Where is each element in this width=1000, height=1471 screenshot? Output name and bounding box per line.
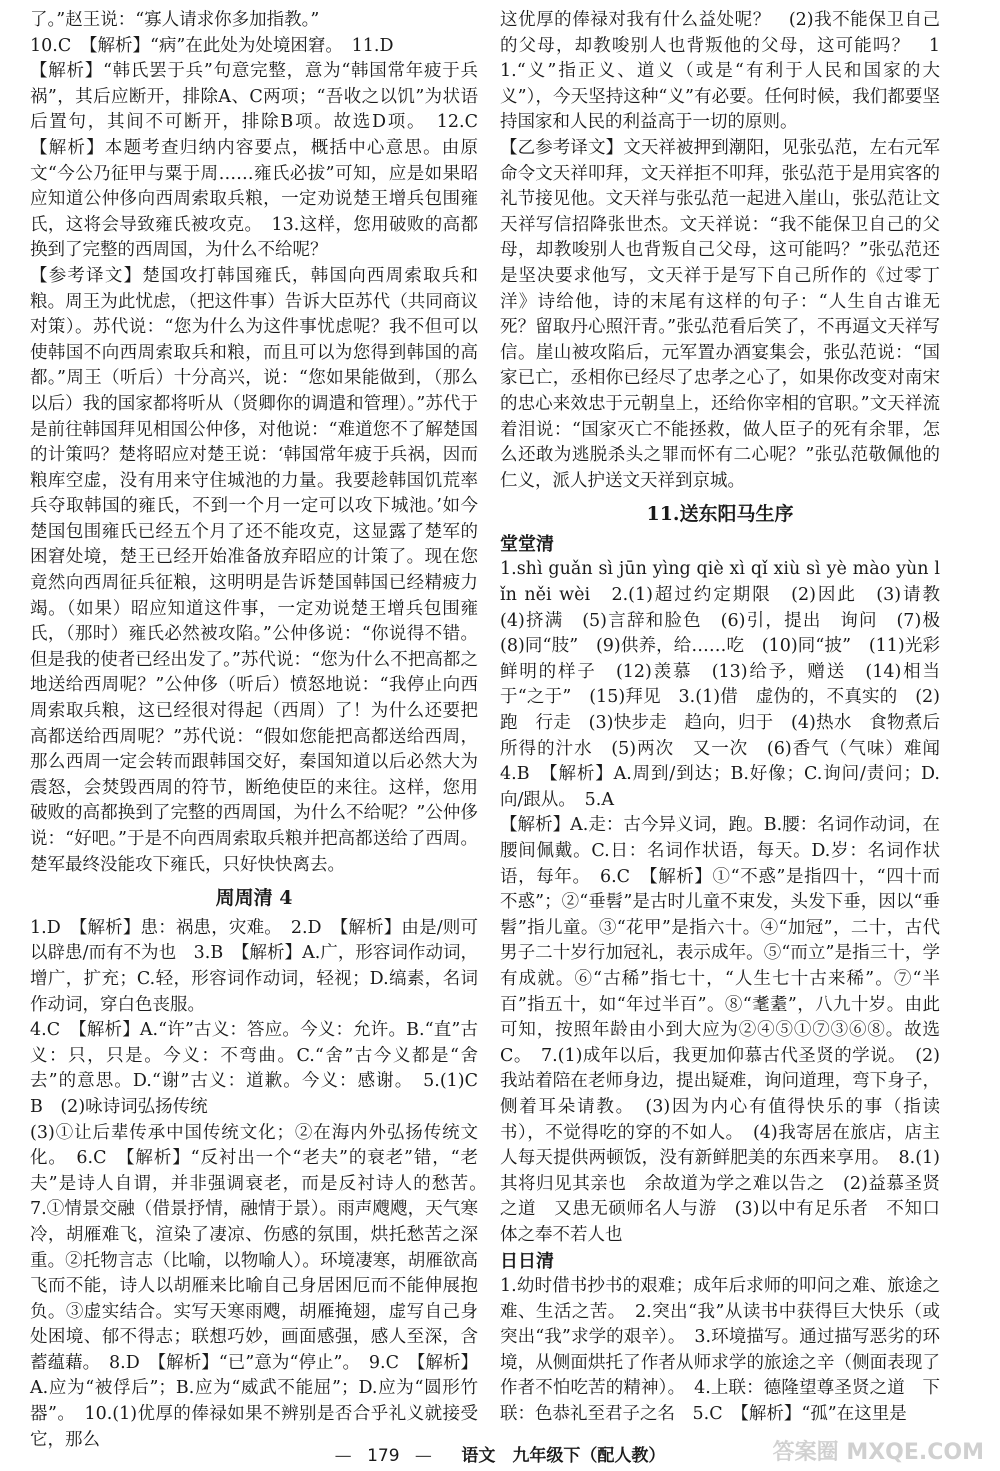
answer-paragraph: 【解析】A.走：古今异义词，跑。B.腰：名词作动词，在腰间佩戴。C.日：名词作状语，每天。D.岁：名词作状语，每年。 6.C 【解析】①“不惑”是指四十，“四十而不惑”；②“垂髫”是古时儿童不束发，头发下垂，因以“垂髫”指儿童。③“花甲”是指六十。④“加冠”，二十，古代男子二十岁行加冠礼，表示成年。⑤“而立”是指三十，学有成就。⑥“古稀”指七十，“人生七十古来稀”。⑦“半百”指五十，如“年过半百”。⑧“耄耋”，八九十岁。由此可知，按照年龄由小到大应为②④⑤①⑦③⑥⑧。故选C。 7.(1)成年以后，我更加仰慕古代圣贤的学说。 (2)我站着陪在老师身边，提出疑难，询问道理，弯下身子，侧着耳朵请教。 (3)因为内心有值得快乐的事（指读书），不觉得吃的穿的不如人。 (4)我寄居在旅店，店主人每天提供两顿饭，没有新鲜肥美的东西来享用。 8.(1)其将归见其亲也 余故道为学之难以告之 (2)益慕圣贤之道 又患无硕师名人与游 (3)以中有足乐者 不知口体之奉不若人也 (500, 815, 940, 1245)
answer-paragraph: 了。”赵王说：“寡人请求你多加指教。” (30, 10, 320, 30)
answer-paragraph: 1.幼时借书抄书的艰难；成年后求师的叩问之难、旅途之难、生活之苦。 2.突出“我”从读书中获得巨大快乐（或突出“我”求学的艰辛）。 3.环境描写。通过描写恶劣的环境，从侧面烘托了作者从师求学的旅途之辛（侧面表现了作者不怕吃苦的精神）。 4.上联：德隆望尊圣贤之道 下联：色恭礼至君子之名 5.C 【解析】“孤”在这里是 (500, 1276, 940, 1425)
answer-paragraph: 【解析】“韩氏罢于兵”句意完整，意为“韩国常年疲于兵祸”，其后应断开，排除A、C两项；“吾收之以饥”为状语后置句，其间不可断开，排除B项。故选D项。 12.C 【解析】本题考查归纳内容要点，概括中心意思。由原文“今公乃征甲与粟于周……雍氏必拔”可知，应是如果昭应知道公仲侈向西周索取兵粮，一定劝说楚王增兵包围雍氏，这将会导致雍氏被攻克。 13.这样，您用破败的高都换到了完整的西周国，为什么不给呢？ (30, 61, 496, 261)
footer-dash: — (334, 1446, 352, 1466)
section-title-weekly: 周周清 4 (215, 887, 293, 910)
watermark-logo: 答案圈 MXQE.COM (772, 1440, 984, 1465)
page-number: 179 (367, 1446, 400, 1466)
answer-paragraph: 4.C 【解析】A.“许”古义：答应。今义：允许。B.“直”古义：只，只是。今义：不弯曲。C.“舍”古今义都是“舍去”的意思。D.“谢”古义：道歉。今义：感谢。 5.(1)C B (2)咏诗词弘扬传统 (30, 1020, 496, 1117)
answer-paragraph: 1.shì guǎn sì jūn yìng qiè xì qǐ xiù sì yè mào yùn lǐn něi wèi 2.(1)超过约定期限 (2)因此 (3)请教 (4)挤满 (5)言辞和脸色 (6)引，提出 询问 (7)极 (8)同“肢” (9)供养，给……吃 (10)同“披” (11)光彩鲜明的样子 (12)羡慕 (13)给予，赠送 (14)相当于“之于” (15)拜见 3.(1)借 虚伪的，不真实的 (2)跑 行走 (3)快步走 趋向，归于 (4)热水 食物煮后所得的汁水 (5)两次 又一次 (6)香气（气味）难闻 4.B 【解析】A.周到/到达；B.好像；C.询问/责问；D.向/跟从。 5.A (500, 559, 958, 810)
left-column (30, 8, 496, 1453)
subsection-title-class: 堂堂清 (500, 533, 554, 555)
answer-paragraph: (3)①让后辈传承中国传统文化；②在海内外弘扬传统文化。 6.C 【解析】“反衬出一个“老夫”的衰老”错，“老夫”是诗人自谓，并非强调衰老，而是反衬诗人的愁苦。 7.①情景交融（借景抒情，融情于景）。雨声飕飕，天气寒冷，胡雁难飞，渲染了凄凉、伤感的氛围，烘托愁苦之深重。②托物言志（比喻，以物喻人）。环境凄寒，胡雁欲高飞而不能，诗人以胡雁来比喻自己身居困厄而不能伸展抱负。③虚实结合。实写天寒雨飕，胡雁掩翅，虚写自己身处困境、郁不得志；联想巧妙，画面感强，感人至深，含蓄蕴藉。 8.D 【解析】“已”意为“停止”。 9.C 【解析】A.应为“被俘后”；B.应为“威武不能屈”；D.应为“圆形竹器”。 10.(1)优厚的俸禄如果不辨别是否合乎礼义就接受它，那么 (30, 1122, 496, 1450)
translation-paragraph: 【参考译文】楚国攻打韩国雍氏，韩国向西周索取兵和粮。周王为此忧虑，（把这件事）告诉大臣苏代（共同商议对策）。苏代说：“您为什么为这件事忧虑呢？我不但可以使韩国不向西周索取兵和粮，而且可以为您得到韩国的高都。”周王（听后）十分高兴，说：“您如果能做到，（那么以后）我的国家都将听从（贤卿你的调遣和管理）。”苏代于是前往韩国拜见相国公仲侈，对他说：“难道您不了解楚国的计策吗？楚将昭应对楚王说：‘韩国常年疲于兵祸，因而粮库空虚，没有用来守住城池的力量。我要趁韩国饥荒率兵夺取韩国的雍氏，不到一个月一定可以攻下城池。’如今楚国包围雍氏已经五个月了还不能攻克，这显露了楚军的困窘处境，楚王已经开始准备放弃昭应的计策了。现在您竟然向西周征兵征粮，这明明是告诉楚国韩国已经精疲力竭。（如果）昭应知道这件事，一定劝说楚王增兵包围雍氏，（那时）雍氏必然被攻陷。”公仲侈说：“你说得不错。但是我的使者已经出发了。”苏代说：“您为什么不把高都之地送给西周呢？”公仲侈（听后）愤怒地说：“我停止向西周索取兵粮，这已经很对得起（西周）了！为什么还要把高都送给西周呢？”苏代说：“假如您能把高都送给西周，那么西周一定会转而跟韩国交好，秦国知道以后必然大为震怒，会焚毁西周的符节，断绝使臣的来往。这样，您用破败的高都换到了完整的西周国，为什么不给呢？”公仲侈说：“好吧。”于是不向西周索取兵粮并把高都送给了西周。楚军最终没能攻下雍氏，只好快快离去。 (30, 265, 478, 875)
answer-paragraph: 1.D 【解析】患：祸患，灾难。 2.D 【解析】由是/则可以辟患/而有不为也 3.B 【解析】A.广，形容词作动词，增广，扩充；C.轻，形容词作动词，轻视；D.缟素，名词作动词，穿白色丧服。 (30, 917, 478, 1015)
footer-dash: — (414, 1446, 432, 1466)
lesson-title: 11.送东阳马生序 (646, 503, 794, 526)
translation-paragraph: 【乙参考译文】文天祥被押到潮阳，见张弘范，左右元军命令文天祥叩拜，文天祥拒不叩拜，张弘范于是用宾客的礼节接见他。文天祥与张弘范一起进入崖山，张弘范让文天祥写信招降张世杰。文天祥说：“我不能保卫自己的父母，却教唆别人也背叛自己父母，这可能吗？”张弘范还是坚决要求他写，文天祥于是写下自己所作的《过零丁洋》诗给他，诗的末尾有这样的句子：“人生自古谁无死？留取丹心照汗青。”张弘范看后笑了，不再逼文天祥写信。崖山被攻陷后，元军置办酒宴集会，张弘范说：“国家已亡，丞相你已经尽了忠孝之心了，如果你改变对南宋的忠心来效忠于元朝皇上，还给你宰相的官职。”文天祥流着泪说：“国家灭亡不能拯救，做人臣子的死有余罪，怎么还敢为逃脱杀头之罪而怀有二心呢？”张弘范敬佩他的仁义，派人护送文天祥到京城。 (500, 137, 940, 491)
answer-paragraph: 10.C 【解析】“病”在此处为处境困窘。 11.D (30, 35, 394, 56)
subject-label: 语文 九年级下（配人教） (461, 1446, 666, 1466)
right-column (500, 8, 958, 1428)
answer-paragraph: 这优厚的俸禄对我有什么益处呢？ (2)我不能保卫自己的父母，却教唆别人也背叛他的父母，这可能吗？ 11.“义”指正义、道义（或是“有利于人民和国家的大义”），今天坚持这种“义”有必要。任何时候，我们都要坚持国家和人民的利益高于一切的原则。 (500, 10, 940, 133)
subsection-title-day: 日日清 (500, 1250, 554, 1272)
